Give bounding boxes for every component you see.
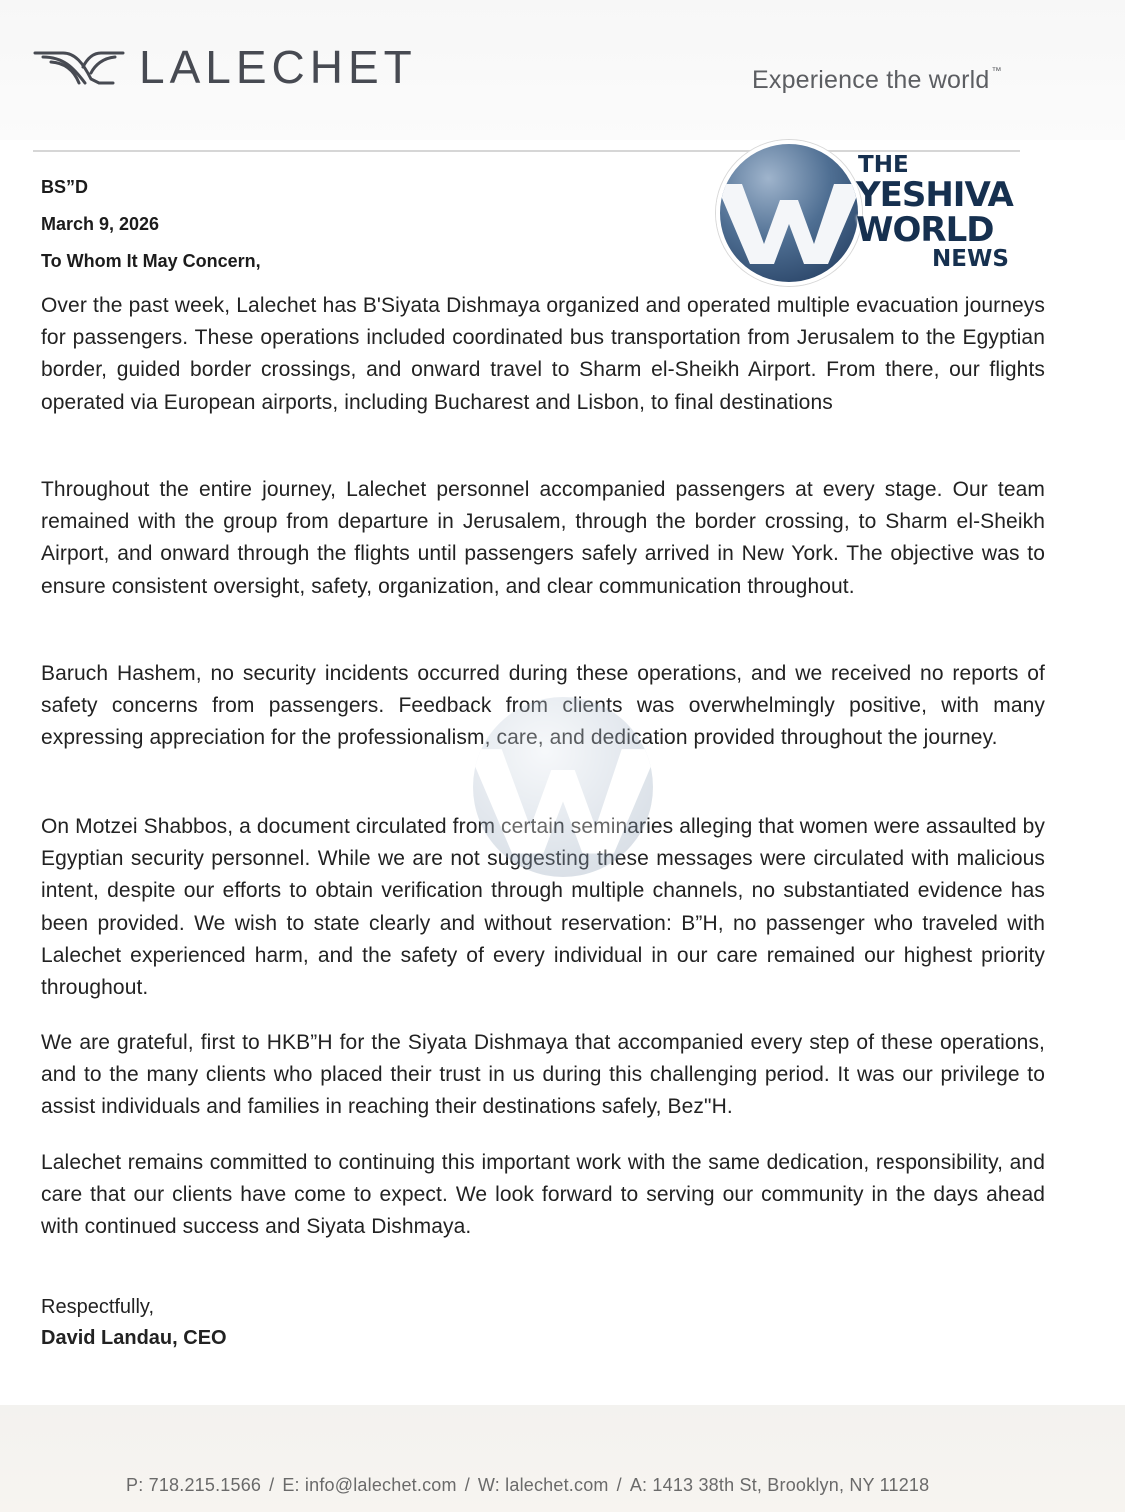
contact-line bbox=[126, 1475, 929, 1496]
lalechet-brand bbox=[33, 41, 417, 93]
tagline-text: Experience the world bbox=[752, 66, 990, 94]
trademark-mark: ™ bbox=[991, 66, 1002, 77]
ywn-the: THE bbox=[858, 152, 909, 178]
footer-email: E: info@lalechet.com bbox=[282, 1475, 457, 1495]
ywn-wordmark bbox=[856, 154, 1013, 271]
letter-heading: BS”D bbox=[41, 177, 89, 197]
paragraph-no-incidents: Baruch Hashem, no security incidents occurred during these operations, and we received no reports of safety concerns from passengers. Feedback from clients was overwhelmingly positive, with many expressing appreciation for the professionalism, care, and dedication provided throughout the journey. bbox=[41, 662, 1045, 750]
ywn-yeshiva: YESHIVA bbox=[856, 175, 1013, 215]
footer-separator: / bbox=[269, 1475, 275, 1495]
yeshiva-world-news-logo bbox=[716, 140, 1016, 280]
brand-name: LALECHET bbox=[139, 41, 417, 93]
footer-phone: P: 718.215.1566 bbox=[126, 1475, 262, 1495]
paragraph-allegations-response: On Motzei Shabbos, a document circulated from certain seminaries alleging that women were assaulted by Egyptian security personnel. While we are not suggesting these messages were circulated with malicious intent, despite our efforts to obtain verification through multiple channels, no substantiated evidence has been provided. We wish to state clearly and without reservation: B”H, no passenger who traveled with Lalechet experienced harm, and the safety of every individual in our care remained our highest priority throughout. bbox=[41, 815, 1045, 1000]
letter-meta bbox=[41, 175, 261, 286]
closing: Respectfully, bbox=[41, 1296, 155, 1318]
ywn-globe-w-icon bbox=[716, 140, 862, 286]
footer-address: A: 1413 38th St, Brooklyn, NY 11218 bbox=[629, 1475, 930, 1495]
letter-salutation: To Whom It May Concern, bbox=[41, 251, 261, 271]
ywn-news: NEWS bbox=[932, 246, 1009, 272]
paragraph-personnel-accompaniment: Throughout the entire journey, Lalechet personnel accompanied passengers at every stage. Our team remained with the group from departure in Jerusalem, through the border crossing, to Sharm el-Sheikh Airport, and onward through the flights until passengers safely arrived in New York. The objective was to ensure consistent oversight, safety, organization, and clear communication throughout. bbox=[41, 478, 1045, 598]
paragraph-commitment: Lalechet remains committed to continuing this important work with the same dedication, responsibility, and care that our clients have come to expect. We look forward to serving our community in the days ahead with continued success and Siyata Dishmaya. bbox=[41, 1151, 1045, 1239]
footer-separator: / bbox=[464, 1475, 470, 1495]
letter-date: March 9, 2026 bbox=[41, 214, 160, 234]
footer-separator: / bbox=[616, 1475, 622, 1495]
ywn-world: WORLD bbox=[856, 210, 994, 250]
signoff bbox=[41, 1292, 227, 1354]
tagline bbox=[752, 66, 1002, 95]
lalechet-wing-logo-icon bbox=[33, 45, 125, 89]
paragraph-evacuation-journeys: Over the past week, Lalechet has B'Siyata Dishmaya organized and operated multiple evacuation journeys for passengers. These operations included coordinated bus transportation from Jerusalem to the Egyptian border, guided border crossings, and onward travel to Sharm el-Sheikh Airport. From there, our flights operated via European airports, including Bucharest and Lisbon, to final destinations bbox=[41, 294, 1045, 414]
footer-website: W: lalechet.com bbox=[477, 1475, 609, 1495]
signature: David Landau, CEO bbox=[41, 1327, 227, 1349]
letterhead-footer bbox=[0, 1405, 1125, 1512]
paragraph-gratitude: We are grateful, first to HKB”H for the Siyata Dishmaya that accompanied every step of these operations, and to the many clients who placed their trust in us during this challenging period. It was our privilege to assist individuals and families in reaching their destinations safely, Bez"H. bbox=[41, 1031, 1045, 1119]
